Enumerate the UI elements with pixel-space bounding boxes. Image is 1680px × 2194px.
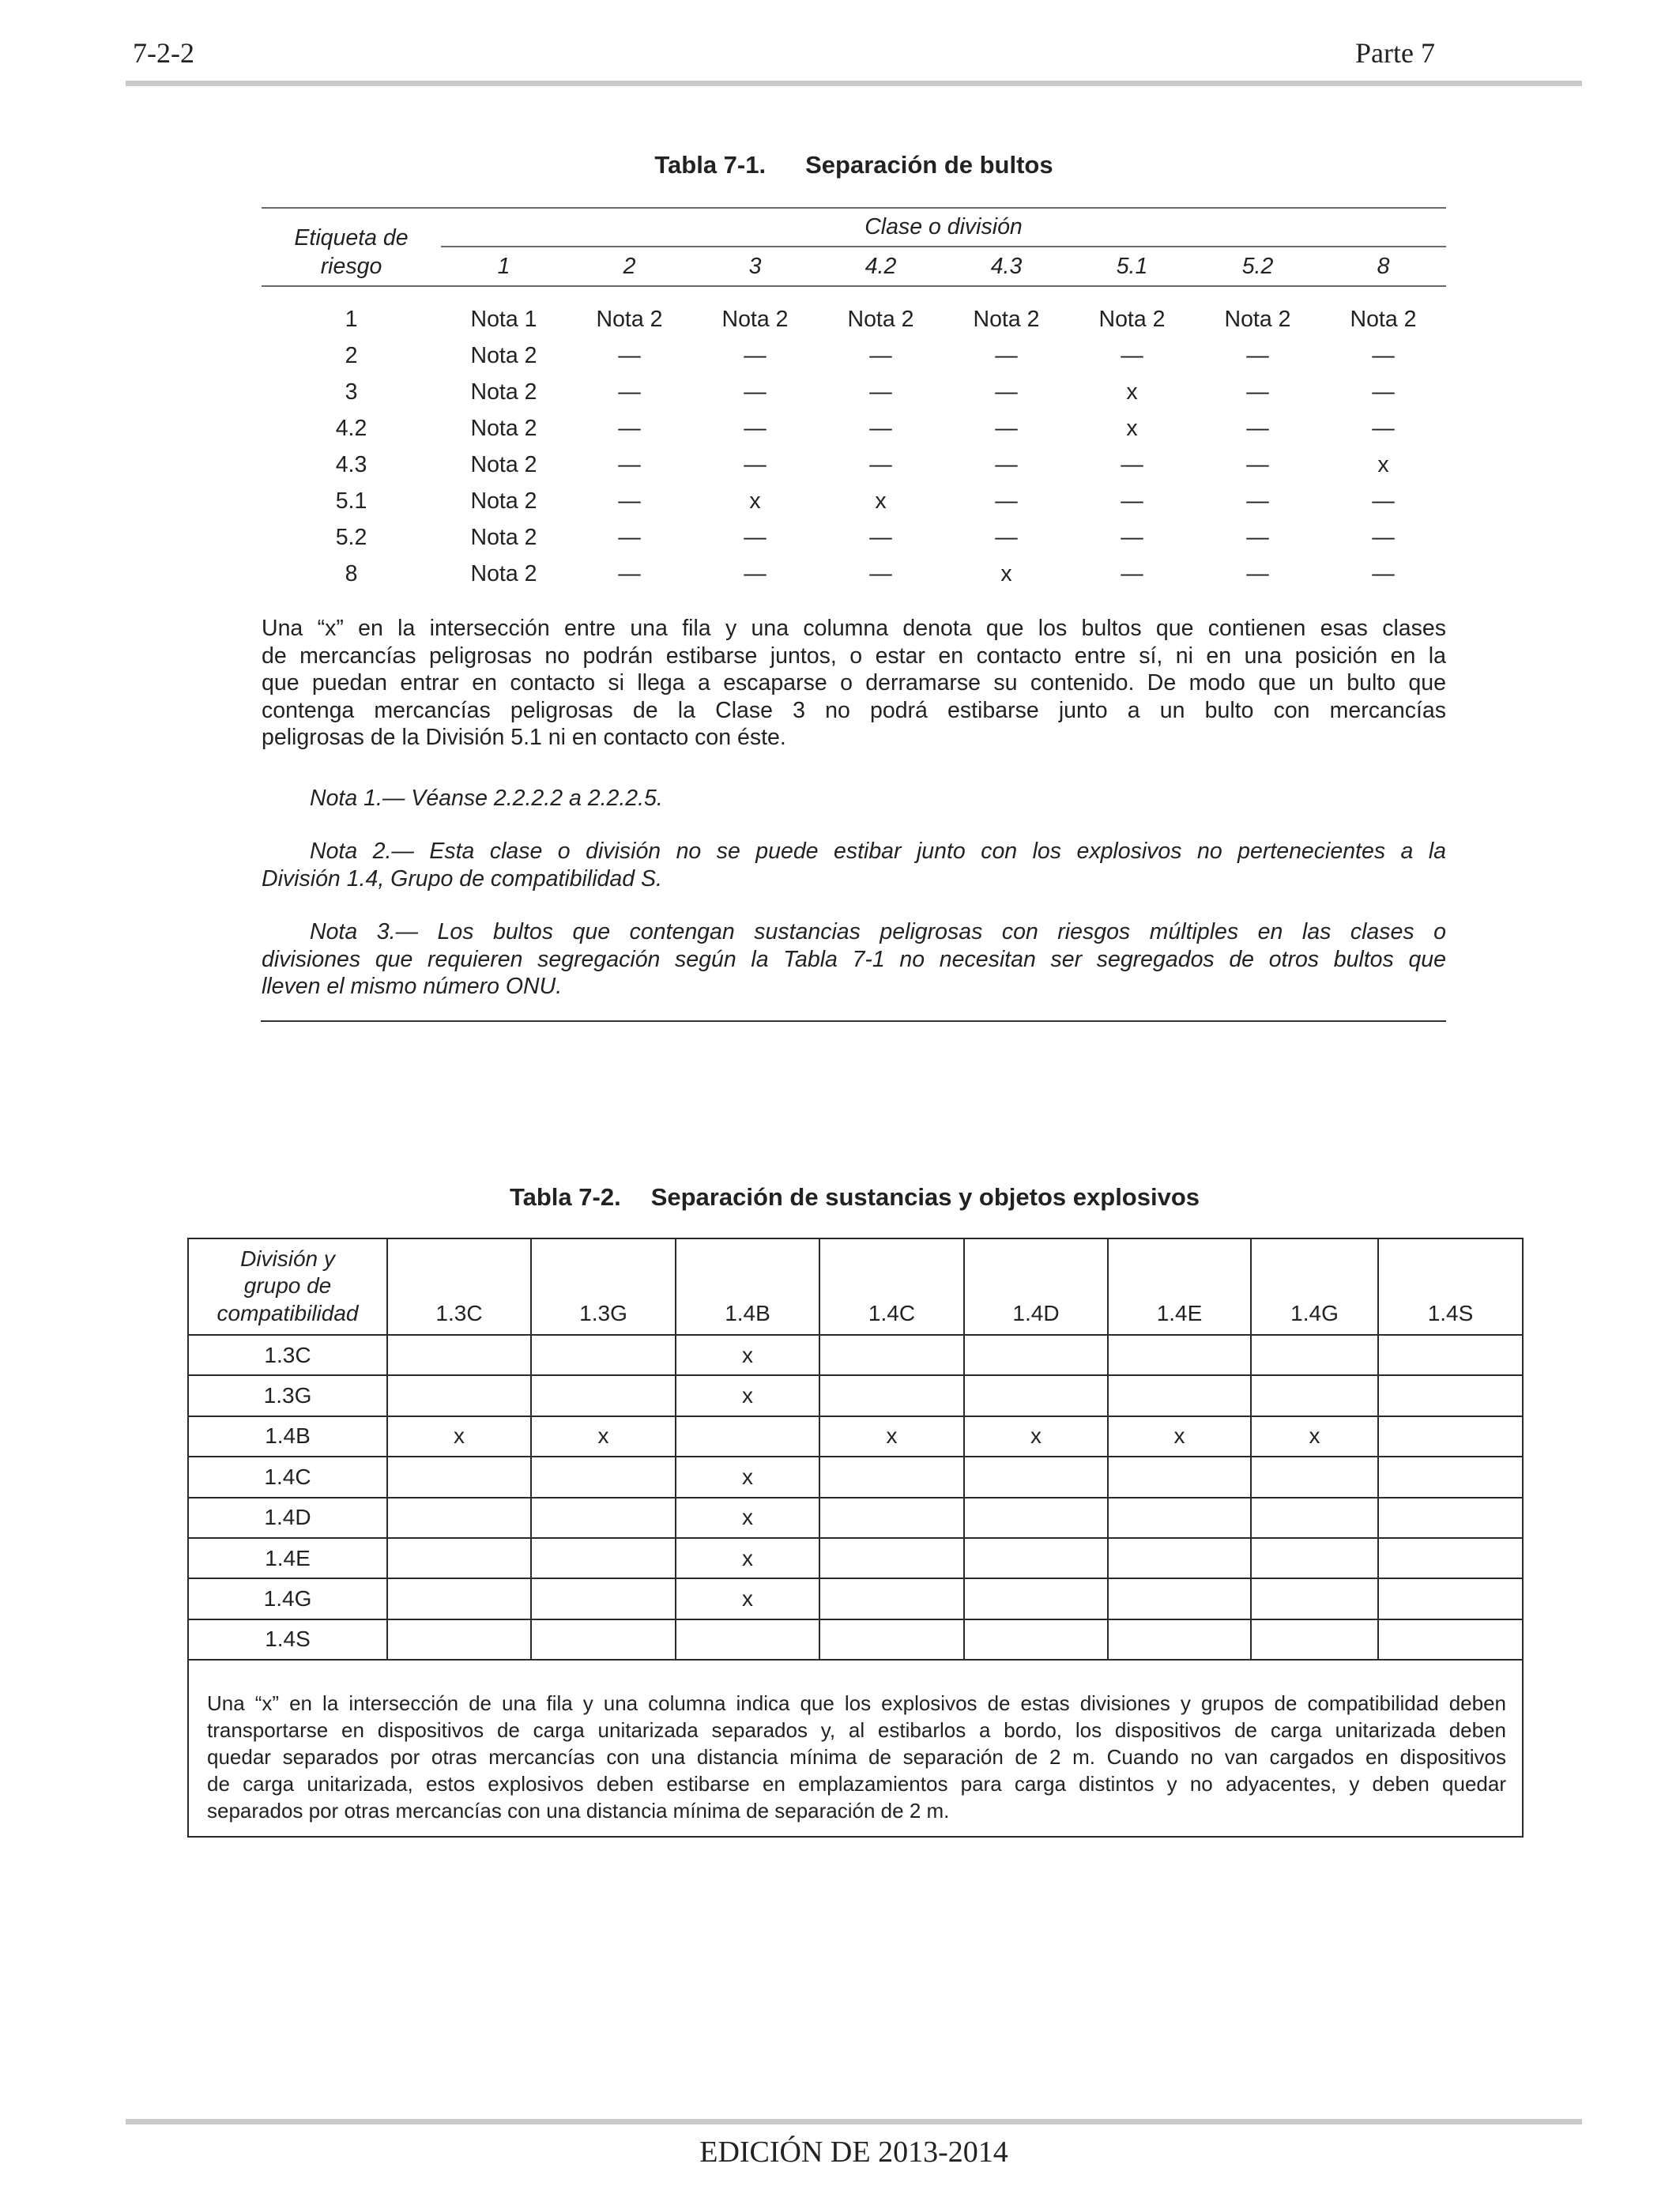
table-cell xyxy=(1108,1498,1251,1538)
column-header: 5.1 xyxy=(1116,253,1148,279)
column-header: 1.4D xyxy=(964,1238,1108,1335)
table-cell xyxy=(387,1619,531,1660)
table-cell: — xyxy=(1121,561,1143,586)
table-cell xyxy=(1378,1619,1523,1660)
column-header: 3 xyxy=(748,253,762,279)
footer-rule xyxy=(126,2119,1582,2124)
row-label: 5.1 xyxy=(335,488,367,514)
row-header-label-line: Etiqueta de xyxy=(294,225,409,251)
row-label: 1.4S xyxy=(188,1619,387,1660)
table-cell xyxy=(676,1416,819,1457)
row-header-label xyxy=(262,209,441,285)
table-cell: — xyxy=(1246,561,1269,586)
table-cell xyxy=(1251,1375,1378,1416)
row-label: 8 xyxy=(345,561,358,586)
table-cell: Nota 2 xyxy=(470,561,537,586)
note-line: Nota 2.— Esta clase o división no se puede estibar junto con los explosivos no pertenecientes a la xyxy=(310,839,1446,864)
table-row xyxy=(188,1416,1523,1457)
note-line: divisiones que requieren segregación según la Tabla 7-1 no necesitan ser segregados de otros bultos que xyxy=(262,946,1446,972)
note-line: Nota 3.— Los bultos que contengan sustancias peligrosas con riesgos múltiples en las clases o xyxy=(310,919,1446,944)
table-cell: x xyxy=(1126,379,1138,405)
row-label: 1.4G xyxy=(188,1578,387,1619)
row-label: 3 xyxy=(345,379,358,405)
table-row xyxy=(188,1457,1523,1497)
table-cell: — xyxy=(618,452,641,477)
table-cell: Nota 2 xyxy=(721,307,789,332)
table-cell xyxy=(387,1457,531,1497)
table-7-2-grid xyxy=(187,1238,1524,1838)
corner-header-line: compatibilidad xyxy=(217,1300,359,1325)
row-label: 1.3G xyxy=(188,1375,387,1416)
table-7-1-title xyxy=(262,151,1446,179)
row-label: 4.2 xyxy=(335,416,367,441)
table-cell: Nota 2 xyxy=(470,343,537,368)
table-cell xyxy=(387,1498,531,1538)
table-cell: — xyxy=(618,488,641,514)
note-line: Nota 1.— Véanse 2.2.2.2 a 2.2.2.5. xyxy=(310,785,663,811)
table-cell xyxy=(676,1619,819,1660)
table-cell xyxy=(387,1578,531,1619)
paragraph-line: peligrosas de la División 5.1 ni en contacto con éste. xyxy=(262,725,786,750)
row-header-label-line: riesgo xyxy=(320,254,382,279)
row-label: 1 xyxy=(345,307,358,332)
table-cell xyxy=(387,1375,531,1416)
table-row xyxy=(262,519,1446,556)
table-cell: x xyxy=(676,1335,819,1375)
table-cell: Nota 2 xyxy=(470,452,537,477)
corner-header xyxy=(188,1238,387,1335)
header-rule xyxy=(126,81,1582,86)
section-divider xyxy=(261,1020,1446,1022)
table-7-1-body xyxy=(262,301,1446,592)
table-cell xyxy=(819,1375,964,1416)
table-cell: — xyxy=(1372,343,1395,368)
table-cell xyxy=(531,1619,676,1660)
table-cell xyxy=(1108,1538,1251,1578)
table-cell: — xyxy=(869,561,892,586)
part-label: Parte 7 xyxy=(1355,37,1435,69)
paragraph-line: de mercancías peligrosas no podrán estibarse juntos, o estar en contacto entre sí, ni en una posición en la xyxy=(262,643,1446,669)
table-cell: Nota 2 xyxy=(1098,307,1166,332)
table-cell: — xyxy=(1246,488,1269,514)
table-cell xyxy=(1251,1335,1378,1375)
table-cell xyxy=(1251,1538,1378,1578)
table-cell: x xyxy=(1000,561,1012,586)
table-cell xyxy=(1378,1375,1523,1416)
table-cell xyxy=(1378,1416,1523,1457)
table-cell: Nota 2 xyxy=(470,379,537,405)
table-cell: x xyxy=(1108,1416,1251,1457)
column-header: 1.4E xyxy=(1108,1238,1251,1335)
table-cell xyxy=(819,1335,964,1375)
table-cell: — xyxy=(618,561,641,586)
table-note-row xyxy=(188,1660,1523,1837)
table-cell: x xyxy=(1377,452,1389,477)
table-cell: — xyxy=(869,379,892,405)
table-cell xyxy=(1378,1335,1523,1375)
table-cell: — xyxy=(744,416,767,441)
corner-header-line: grupo de xyxy=(243,1273,332,1298)
table-cell: — xyxy=(744,452,767,477)
table-cell: x xyxy=(676,1538,819,1578)
note-line: transportarse en dispositivos de carga unitarizada separados y, al estibarlos a bordo, los dispositivos de carga unitarizada deben xyxy=(207,1718,1506,1743)
table-cell: — xyxy=(1372,525,1395,550)
note-line: quedar separados por otras mercancías con una distancia mínima de separación de 2 m. Cuando no van cargados en dispositivos xyxy=(207,1745,1506,1770)
table-cell xyxy=(1108,1578,1251,1619)
table-cell xyxy=(1378,1538,1523,1578)
table-row xyxy=(262,483,1446,519)
column-header: 1.4B xyxy=(676,1238,819,1335)
table-note xyxy=(188,1660,1523,1837)
table-cell: x xyxy=(531,1416,676,1457)
table-cell: Nota 2 xyxy=(847,307,914,332)
table-cell xyxy=(819,1578,964,1619)
table-cell xyxy=(964,1375,1108,1416)
table-cell xyxy=(1378,1578,1523,1619)
table-cell xyxy=(1108,1619,1251,1660)
page-number: 7-2-2 xyxy=(133,37,194,69)
table-cell: — xyxy=(1246,525,1269,550)
table-cell: — xyxy=(1121,525,1143,550)
paragraph-line: contenga mercancías peligrosas de la Clase 3 no podrá estibarse junto a un bulto con mercancías xyxy=(262,697,1446,723)
table-cell: — xyxy=(1246,379,1269,405)
table-cell: — xyxy=(1246,416,1269,441)
note-line: División 1.4, Grupo de compatibilidad S. xyxy=(262,865,662,892)
table-cell: x xyxy=(676,1375,819,1416)
table-cell xyxy=(1378,1457,1523,1497)
table-cell xyxy=(964,1498,1108,1538)
paragraph-line: Una “x” en la intersección entre una fila y una columna denota que los bultos que contienen esas clases xyxy=(262,616,1446,641)
column-header: 4.3 xyxy=(990,253,1023,279)
table-row xyxy=(188,1578,1523,1619)
table-cell: — xyxy=(869,452,892,477)
table-cell: — xyxy=(995,343,1018,368)
table-cell: x xyxy=(819,1416,964,1457)
table-cell xyxy=(964,1578,1108,1619)
table-cell xyxy=(531,1457,676,1497)
note-line: lleven el mismo número ONU. xyxy=(262,974,563,999)
table-cell xyxy=(531,1498,676,1538)
table-cell xyxy=(1251,1498,1378,1538)
table-cell: — xyxy=(995,379,1018,405)
column-group-label: Clase o división xyxy=(441,209,1446,247)
row-label: 5.2 xyxy=(335,525,367,550)
table-cell xyxy=(819,1538,964,1578)
table-cell: — xyxy=(995,525,1018,550)
table-cell: x xyxy=(749,488,761,514)
table-cell: — xyxy=(1121,343,1143,368)
table-7-1-header xyxy=(262,207,1446,287)
column-header: 1.3C xyxy=(387,1238,531,1335)
table-cell: Nota 2 xyxy=(470,525,537,550)
table-cell: — xyxy=(1121,488,1143,514)
table-cell: x xyxy=(676,1457,819,1497)
row-label: 4.3 xyxy=(335,452,367,477)
table-cell: — xyxy=(869,525,892,550)
table-7-1-notes xyxy=(262,785,1446,1001)
table-cell: — xyxy=(1372,416,1395,441)
note-line: de carga unitarizada, estos explosivos deben estibarse en emplazamientos para carga distintos y no adyacentes, y deben quedar xyxy=(207,1772,1506,1796)
table-cell: — xyxy=(618,416,641,441)
table-cell: x xyxy=(1251,1416,1378,1457)
table-cell: — xyxy=(869,416,892,441)
table-7-1 xyxy=(262,207,1446,592)
table-row xyxy=(262,410,1446,447)
table-cell: — xyxy=(995,488,1018,514)
table-row xyxy=(188,1335,1523,1375)
table-7-2-body xyxy=(188,1335,1523,1837)
table-row xyxy=(188,1498,1523,1538)
table-cell xyxy=(1251,1457,1378,1497)
table-cell xyxy=(1251,1619,1378,1660)
table-cell: Nota 2 xyxy=(470,488,537,514)
table-cell: — xyxy=(995,452,1018,477)
row-label: 1.4B xyxy=(188,1416,387,1457)
table-cell xyxy=(531,1375,676,1416)
note-block xyxy=(262,838,1446,892)
row-label: 1.4D xyxy=(188,1498,387,1538)
row-label: 1.3C xyxy=(188,1335,387,1375)
table-cell: — xyxy=(995,416,1018,441)
table-cell: Nota 1 xyxy=(470,307,537,332)
table-row xyxy=(262,447,1446,483)
table-cell: — xyxy=(1246,343,1269,368)
column-header: 1.4S xyxy=(1378,1238,1523,1335)
table-row xyxy=(188,1538,1523,1578)
table-row xyxy=(262,556,1446,592)
table-cell xyxy=(1108,1335,1251,1375)
table-cell xyxy=(964,1457,1108,1497)
table-7-2-header-row xyxy=(188,1238,1523,1335)
table-cell xyxy=(819,1498,964,1538)
table-cell: — xyxy=(1121,452,1143,477)
table-row xyxy=(262,301,1446,337)
table-cell: — xyxy=(1372,561,1395,586)
note-block xyxy=(262,785,1446,812)
column-header: 8 xyxy=(1377,253,1390,279)
column-header: 1.4C xyxy=(819,1238,964,1335)
table-row xyxy=(262,374,1446,410)
table-cell xyxy=(1108,1457,1251,1497)
table-cell: Nota 2 xyxy=(1224,307,1291,332)
table-row xyxy=(262,337,1446,374)
table-cell xyxy=(819,1457,964,1497)
table-7-1-text xyxy=(262,615,1446,1001)
table-7-2 xyxy=(187,1238,1522,1838)
table-cell xyxy=(387,1538,531,1578)
table-7-1-explanation xyxy=(262,615,1446,752)
table-cell xyxy=(531,1578,676,1619)
table-7-2-title-number: Tabla 7-2. xyxy=(509,1183,621,1211)
table-cell: — xyxy=(869,343,892,368)
note-block xyxy=(262,918,1446,1001)
table-cell xyxy=(964,1619,1108,1660)
table-cell: — xyxy=(744,561,767,586)
table-cell: x xyxy=(676,1498,819,1538)
table-cell: x xyxy=(875,488,887,514)
column-header: 2 xyxy=(623,253,636,279)
note-line: separados por otras mercancías con una distancia mínima de separación de 2 m. xyxy=(207,1799,950,1823)
table-cell xyxy=(531,1335,676,1375)
table-cell xyxy=(531,1538,676,1578)
column-header: 1.4G xyxy=(1251,1238,1378,1335)
table-cell: — xyxy=(1372,488,1395,514)
column-header: 1 xyxy=(497,253,510,279)
table-7-2-title xyxy=(187,1183,1522,1212)
table-cell: — xyxy=(744,525,767,550)
corner-header-line: División y xyxy=(240,1246,335,1271)
table-cell: x xyxy=(1126,416,1138,441)
row-label: 2 xyxy=(345,343,358,368)
table-cell: — xyxy=(1372,379,1395,405)
column-header: 5.2 xyxy=(1241,253,1274,279)
table-cell: — xyxy=(618,379,641,405)
row-label: 1.4C xyxy=(188,1457,387,1497)
table-cell: x xyxy=(387,1416,531,1457)
table-row xyxy=(188,1375,1523,1416)
table-cell: — xyxy=(744,343,767,368)
table-cell: — xyxy=(618,343,641,368)
table-cell xyxy=(1251,1578,1378,1619)
row-label: 1.4E xyxy=(188,1538,387,1578)
table-cell xyxy=(387,1335,531,1375)
table-cell xyxy=(964,1538,1108,1578)
table-cell xyxy=(819,1619,964,1660)
table-cell: x xyxy=(676,1578,819,1619)
table-cell: — xyxy=(618,525,641,550)
column-header: 4.2 xyxy=(864,253,897,279)
paragraph-line: que puedan entrar en contacto si llega a escaparse o derramarse su contenido. De modo que un bulto que xyxy=(262,670,1446,696)
table-7-1-title-text: Separación de bultos xyxy=(805,151,1053,179)
edition-label: EDICIÓN DE 2013-2014 xyxy=(699,2136,1008,2169)
table-cell: Nota 2 xyxy=(973,307,1040,332)
table-row xyxy=(188,1619,1523,1660)
table-7-1-title-number: Tabla 7-1. xyxy=(654,151,767,179)
table-cell: Nota 2 xyxy=(470,416,537,441)
table-cell: x xyxy=(964,1416,1108,1457)
table-7-2-title-text: Separación de sustancias y objetos explosivos xyxy=(650,1183,1200,1211)
table-cell xyxy=(1378,1498,1523,1538)
column-header: 1.3G xyxy=(531,1238,676,1335)
note-line: Una “x” en la intersección de una fila y una columna indica que los explosivos de estas divisiones y grupos de compatibilidad deben xyxy=(207,1691,1506,1716)
table-cell: — xyxy=(744,379,767,405)
table-cell: Nota 2 xyxy=(596,307,663,332)
table-cell: Nota 2 xyxy=(1350,307,1417,332)
table-cell: — xyxy=(1246,452,1269,477)
table-cell xyxy=(964,1335,1108,1375)
table-cell xyxy=(1108,1375,1251,1416)
